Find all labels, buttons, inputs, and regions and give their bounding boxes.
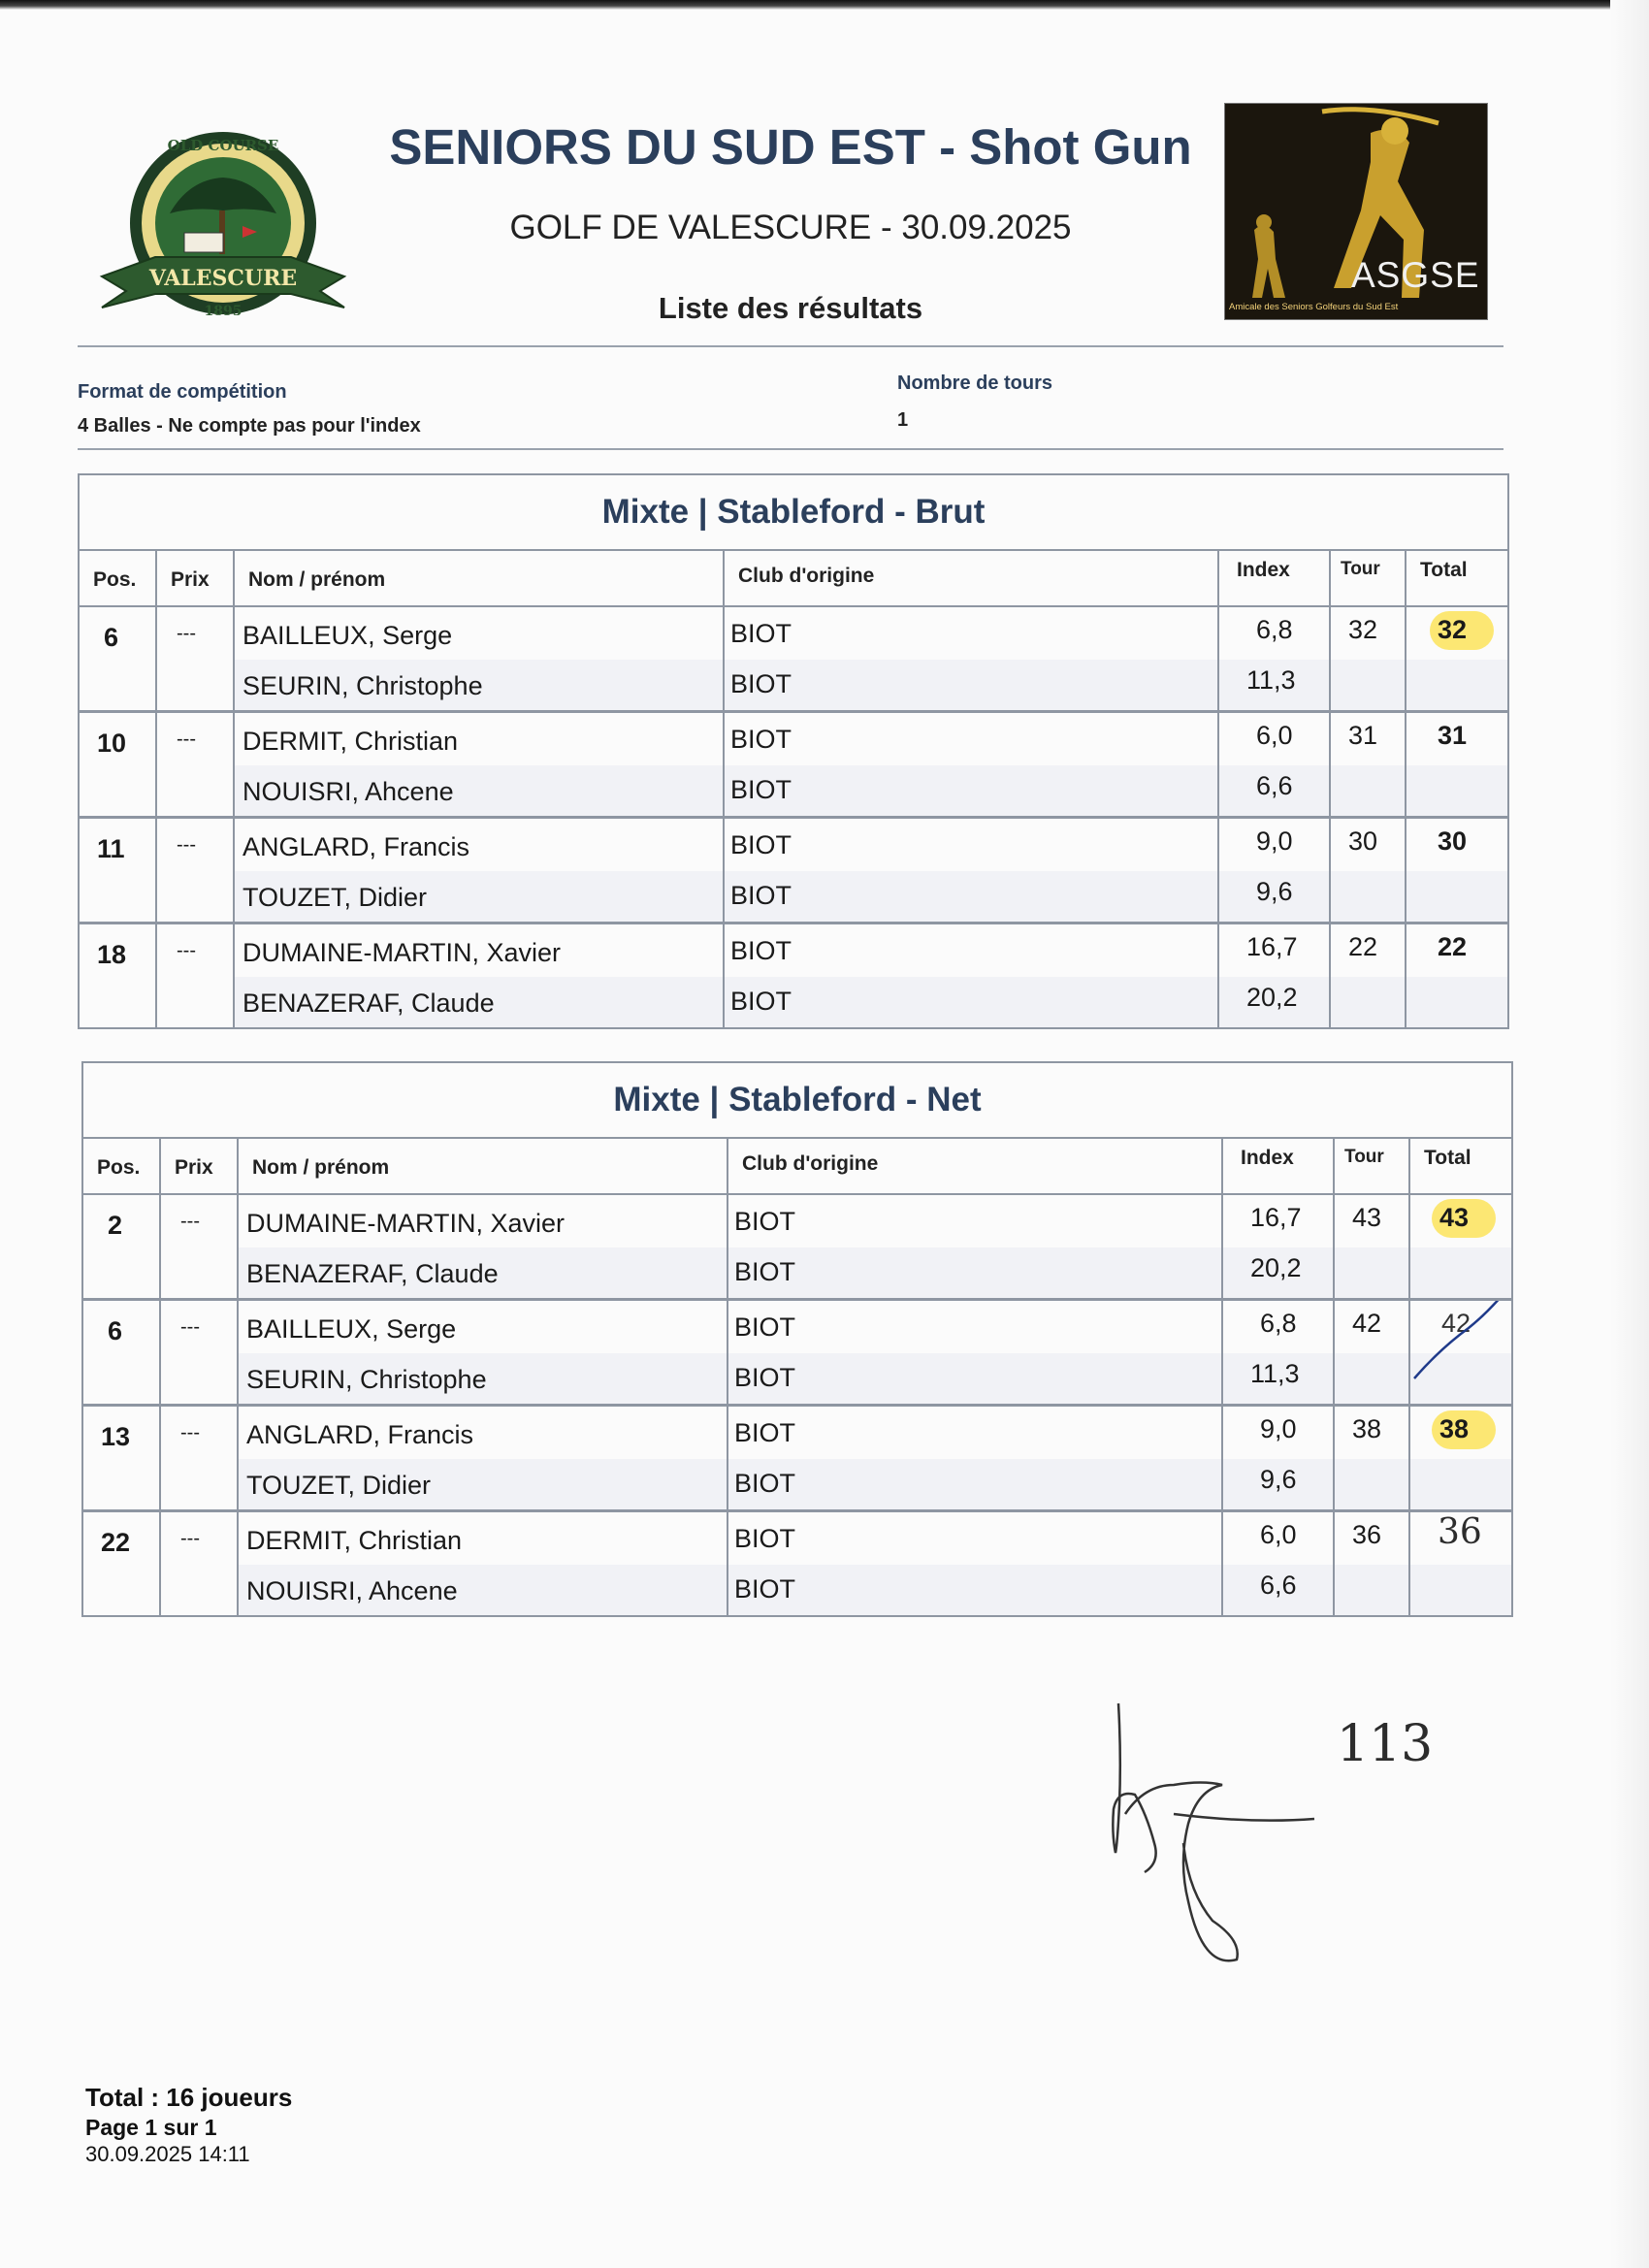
player-2: SEURIN, Christophe: [242, 671, 483, 700]
results-table-brut: [78, 473, 1509, 1029]
table-header: [80, 551, 1507, 607]
index-1: 6,0: [1256, 721, 1293, 750]
tour: 22: [1348, 932, 1378, 961]
col-prix: Prix: [171, 568, 210, 591]
prix: ---: [177, 623, 196, 644]
table-row: [83, 1301, 1511, 1407]
club-1: BIOT: [730, 619, 792, 648]
tour: 42: [1352, 1309, 1382, 1338]
strike-through-mark: [1410, 1301, 1511, 1404]
table-row: [83, 1407, 1511, 1512]
total: 22: [1438, 932, 1468, 961]
pos: 6: [104, 623, 119, 652]
handwritten-total: 36: [1438, 1512, 1482, 1552]
player-2: BENAZERAF, Claude: [242, 988, 495, 1018]
table-row: [83, 1195, 1511, 1301]
club-2: BIOT: [734, 1363, 796, 1392]
col-total: Total: [1424, 1147, 1471, 1169]
player-1: BAILLEUX, Serge: [246, 1314, 457, 1344]
footer-total: Total : 16 joueurs: [85, 2083, 293, 2112]
prix: ---: [177, 834, 196, 856]
index-2: 11,3: [1246, 665, 1296, 695]
table-header: [83, 1139, 1511, 1195]
player-2: NOUISRI, Ahcene: [242, 777, 454, 806]
table-title: Mixte | Stableford - Net: [83, 1063, 1511, 1139]
prix: ---: [180, 1211, 200, 1232]
tour: 38: [1352, 1414, 1382, 1443]
total: 31: [1438, 721, 1468, 750]
player-2: TOUZET, Didier: [246, 1471, 432, 1500]
index-2: 6,6: [1256, 771, 1293, 800]
prix: ---: [177, 729, 196, 750]
list-title: Liste des résultats: [658, 291, 923, 325]
club-1: BIOT: [730, 936, 792, 965]
player-1: ANGLARD, Francis: [246, 1420, 474, 1449]
total: 38: [1439, 1414, 1470, 1443]
club-2: BIOT: [734, 1257, 796, 1286]
table-row: [80, 607, 1507, 713]
prix: ---: [180, 1316, 200, 1338]
divider-top: [78, 345, 1504, 347]
total: 30: [1438, 826, 1468, 856]
index-1: 6,8: [1260, 1309, 1297, 1338]
player-2: BENAZERAF, Claude: [246, 1259, 499, 1288]
index-2: 6,6: [1260, 1571, 1297, 1600]
pos: 18: [97, 940, 127, 969]
col-index: Index: [1241, 1147, 1294, 1169]
player-1: DERMIT, Christian: [242, 727, 459, 756]
index-1: 6,0: [1260, 1520, 1297, 1549]
divider-bottom: [78, 448, 1504, 450]
club-1: BIOT: [734, 1312, 796, 1342]
col-prix: Prix: [175, 1156, 213, 1179]
col-nom: Nom / prénom: [248, 568, 386, 591]
total: 42: [1441, 1309, 1471, 1338]
col-total: Total: [1420, 559, 1468, 581]
scan-top-edge: [0, 0, 1649, 10]
index-2: 9,6: [1260, 1465, 1297, 1494]
player-2: SEURIN, Christophe: [246, 1365, 487, 1394]
page-subtitle: GOLF DE VALESCURE - 30.09.2025: [509, 209, 1072, 246]
table-row: [83, 1512, 1511, 1615]
tours-label: Nombre de tours: [897, 373, 1053, 394]
pos: 6: [108, 1316, 123, 1345]
col-club: Club d'origine: [738, 565, 875, 587]
col-pos: Pos.: [97, 1156, 141, 1179]
scan-right-edge: [1610, 0, 1649, 2268]
tour: 30: [1348, 826, 1378, 856]
prix: ---: [180, 1422, 200, 1443]
table-row: [80, 819, 1507, 924]
col-tour: Tour: [1344, 1147, 1384, 1167]
index-2: 9,6: [1256, 877, 1293, 906]
pos: 10: [97, 729, 127, 758]
logo-top-text: OLD COURSE: [167, 137, 279, 154]
index-1: 6,8: [1256, 615, 1293, 644]
index-1: 9,0: [1256, 826, 1293, 856]
pos: 11: [97, 834, 125, 863]
pos: 2: [108, 1211, 123, 1240]
player-2: TOUZET, Didier: [242, 883, 428, 912]
club-2: BIOT: [730, 775, 792, 804]
club-2: BIOT: [730, 881, 792, 910]
table-title: Mixte | Stableford - Brut: [80, 475, 1507, 551]
index-2: 20,2: [1246, 983, 1298, 1012]
asgse-logo-caption: Amicale des Seniors Golfeurs du Sud Est: [1229, 302, 1399, 312]
club-2: BIOT: [734, 1574, 796, 1604]
club-1: BIOT: [730, 725, 792, 754]
logo-banner-text: VALESCURE: [148, 266, 298, 291]
tours-value: 1: [897, 409, 909, 431]
col-nom: Nom / prénom: [252, 1156, 390, 1179]
tour: 43: [1352, 1203, 1382, 1232]
logo-year-text: 1895: [204, 304, 242, 319]
index-2: 11,3: [1250, 1359, 1300, 1388]
index-2: 20,2: [1250, 1253, 1302, 1282]
footer-page: Page 1 sur 1: [85, 2115, 217, 2140]
club-2: BIOT: [730, 669, 792, 698]
col-index: Index: [1237, 559, 1290, 581]
prix: ---: [180, 1528, 200, 1549]
index-1: 9,0: [1260, 1414, 1297, 1443]
index-1: 16,7: [1246, 932, 1298, 961]
page-title: SENIORS DU SUD EST - Shot Gun: [389, 119, 1192, 175]
table-row: [80, 924, 1507, 1027]
asgse-logo: [1224, 103, 1488, 320]
pos: 22: [101, 1528, 131, 1557]
col-pos: Pos.: [93, 568, 137, 591]
index-1: 16,7: [1250, 1203, 1302, 1232]
valescure-logo: [97, 121, 349, 330]
format-value: 4 Balles - Ne compte pas pour l'index: [78, 415, 421, 437]
tour: 36: [1352, 1520, 1382, 1549]
pos: 13: [101, 1422, 131, 1451]
tour: 32: [1348, 615, 1378, 644]
player-1: BAILLEUX, Serge: [242, 621, 453, 650]
club-1: BIOT: [730, 830, 792, 859]
club-1: BIOT: [734, 1524, 796, 1553]
handwritten-sum: 113: [1337, 1715, 1434, 1773]
player-1: DUMAINE-MARTIN, Xavier: [242, 938, 562, 967]
player-2: NOUISRI, Ahcene: [246, 1576, 458, 1605]
col-club: Club d'origine: [742, 1152, 879, 1175]
col-tour: Tour: [1341, 559, 1380, 579]
total: 32: [1438, 615, 1468, 644]
club-2: BIOT: [730, 987, 792, 1016]
player-1: DUMAINE-MARTIN, Xavier: [246, 1209, 566, 1238]
asgse-logo-name: ASGSE: [1351, 255, 1480, 295]
results-table-net: [81, 1061, 1513, 1617]
club-1: BIOT: [734, 1418, 796, 1447]
total: 43: [1439, 1203, 1470, 1232]
prix: ---: [177, 940, 196, 961]
footer-timestamp: 30.09.2025 14:11: [85, 2142, 250, 2166]
tour: 31: [1348, 721, 1378, 750]
club-1: BIOT: [734, 1207, 796, 1236]
signature: [1096, 1698, 1329, 1979]
format-label: Format de compétition: [78, 381, 287, 403]
table-row: [80, 713, 1507, 819]
player-1: ANGLARD, Francis: [242, 832, 470, 861]
player-1: DERMIT, Christian: [246, 1526, 463, 1555]
club-2: BIOT: [734, 1469, 796, 1498]
